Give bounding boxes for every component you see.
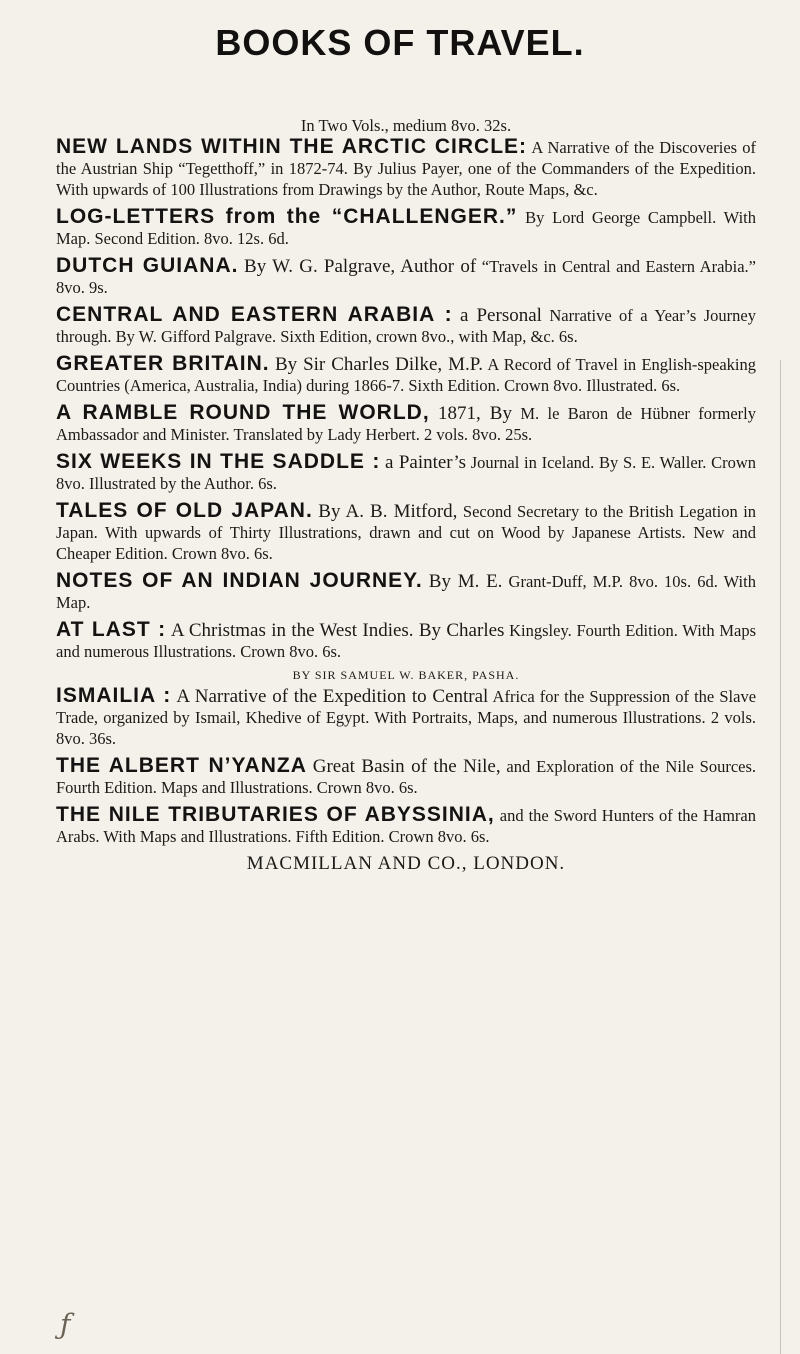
entries-list [56,136,756,662]
book-title: THE ALBERT N’YANZA [56,754,307,777]
ink-mark-icon: ƒ [60,1308,71,1341]
book-title: CENTRAL AND EASTERN ARABIA : [56,303,453,326]
book-description: A Record of Travel in English-speaking Countries (America, Australia, India) during 1866-7. Sixth Edition. Crown 8vo. Illustrated. 6s. [56,355,757,395]
book-title: LOG-LETTERS from the “CHALLENGER.” [56,205,518,228]
book-lead-text: a Personal [460,305,542,326]
book-description: and the Sword Hunters of the Hamran Arabs. With Maps and Illustrations. Fifth Edition. Crown 8vo. 6s. [56,806,756,846]
book-entry [56,500,756,564]
book-entry [56,255,756,298]
baker-entries-list [56,685,756,847]
book-title: TALES OF OLD JAPAN. [56,499,313,522]
book-entry [56,304,756,347]
book-entry [56,136,756,200]
book-title: ISMAILIA : [56,684,172,707]
book-description: A Narrative of the Discoveries of the Austrian Ship “Tegetthoff,” in 1872-74. By Julius Payer, one of the Commanders of the Expedition. With upwards of 100 Illustrations from Drawings by the Author, Route Maps, &c. [56,138,756,199]
book-description: Africa for the Suppression of the Slave Trade, organized by Ismail, Khedive of Egypt. With Portraits, Maps, and numerous Illustrations. 2 vols. 8vo. 36s. [56,687,757,748]
book-lead-text: 1871, By [438,403,512,424]
book-lead-text: By A. B. Mitford, [318,501,458,522]
book-description: By Lord George Campbell. With Map. Second Edition. 8vo. 12s. 6d. [56,208,756,248]
book-entry [56,206,756,249]
book-title: AT LAST : [56,618,167,641]
book-entry [56,804,756,847]
book-description: M. le Baron de Hübner formerly Ambassador and Minister. Translated by Lady Herbert. 2 vols. 8vo. 25s. [56,404,756,444]
book-description: Kingsley. Fourth Edition. With Maps and numerous Illustrations. Crown 8vo. 6s. [56,621,757,661]
book-entry [56,451,756,494]
book-lead-text: Great Basin of the Nile, [312,756,501,777]
listing-column [56,115,756,875]
book-description: Narrative of a Year’s Journey through. By W. Gifford Palgrave. Sixth Edition, crown 8vo., with Map, &c. 6s. [56,306,757,346]
book-description: “Travels in Central and Eastern Arabia.” 8vo. 9s. [56,257,757,297]
book-entry [56,570,756,613]
book-entry [56,685,756,749]
book-title: NOTES OF AN INDIAN JOURNEY. [56,569,423,592]
publisher-imprint: MACMILLAN AND CO., LONDON. [246,853,566,874]
book-title: A RAMBLE ROUND THE WORLD, [56,401,430,424]
book-lead-text: A Christmas in the West Indies. By Charles [170,620,505,641]
page-edge-line [780,360,781,1354]
book-lead-text: a Painter’s [385,452,467,473]
book-entry [56,402,756,445]
book-title: DUTCH GUIANA. [56,254,239,277]
book-entry [56,619,756,662]
book-title: GREATER BRITAIN. [56,352,270,375]
book-lead-text: A Narrative of the Expedition to Central [176,686,489,707]
book-title: THE NILE TRIBUTARIES OF ABYSSINIA, [56,803,495,826]
book-entry [56,353,756,396]
book-description: Second Secretary to the British Legation in Japan. With upwards of Thirty Illustrations, drawn and cut on Wood by Japanese Artists. New and Cheaper Edition. Crown 8vo. 6s. [56,502,757,563]
book-title: NEW LANDS WITHIN THE ARCTIC CIRCLE: [56,135,528,158]
page-title: BOOKS OF TRAVEL. [215,22,585,63]
intro-line: In Two Vols., medium 8vo. 32s. [300,116,512,135]
book-lead-text: By M. E. [428,571,503,592]
book-description: and Exploration of the Nile Sources. Fourth Edition. Maps and Illustrations. Crown 8vo. 6s. [56,757,757,797]
book-lead-text: By Sir Charles Dilke, M.P. [274,354,483,375]
book-lead-text: By W. G. Palgrave, Author of [244,256,477,277]
author-byline: BY SIR SAMUEL W. BAKER, PASHA. [292,668,520,682]
book-entry [56,755,756,798]
book-description: Journal in Iceland. By S. E. Waller. Crown 8vo. Illustrated by the Author. 6s. [56,453,757,493]
book-description: Grant-Duff, M.P. 8vo. 10s. 6d. With Map. [56,572,756,612]
book-title: SIX WEEKS IN THE SADDLE : [56,450,381,473]
